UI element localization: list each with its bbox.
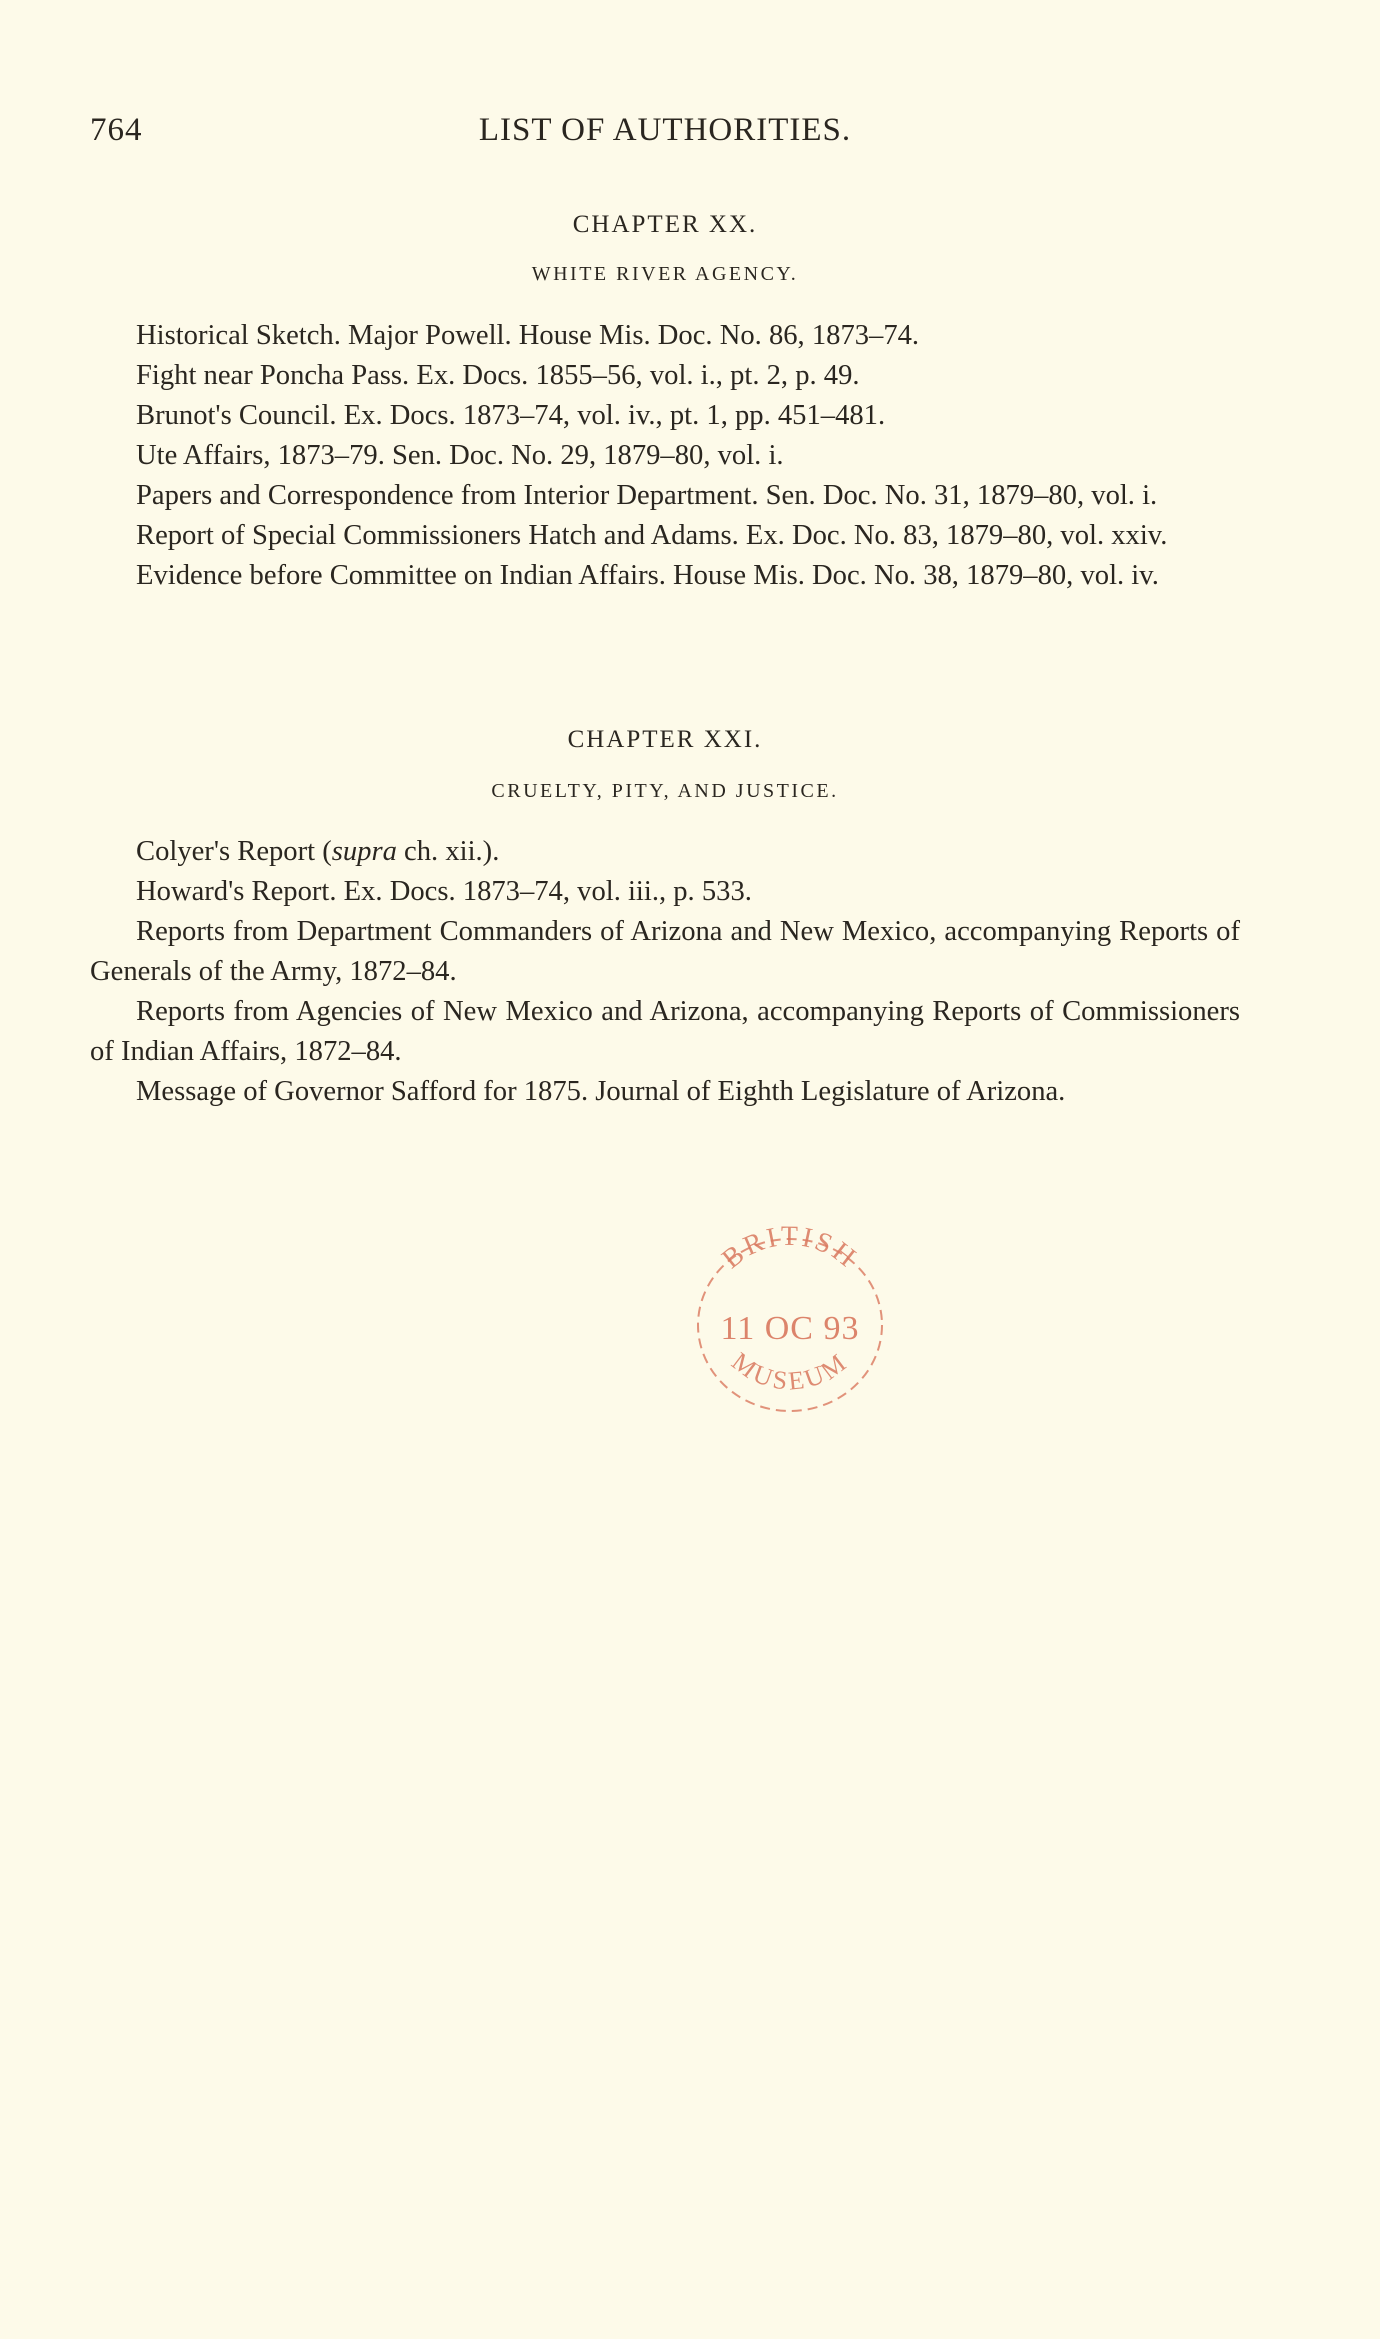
authority-entry: Historical Sketch. Major Powell. House Mis. Doc. No. 86, 1873–74.: [136, 320, 920, 351]
authority-entry: Howard's Report. Ex. Docs. 1873–74, vol. iii., p. 533.: [136, 876, 752, 907]
running-head: [90, 112, 1240, 156]
authority-list: [90, 832, 1240, 1112]
authority-entry: Message of Governor Safford for 1875. Journal of Eighth Legislature of Arizona.: [136, 1076, 1066, 1107]
chapter-heading: CHAPTER XX.: [572, 211, 758, 238]
authority-entry: Papers and Correspondence from Interior Department. Sen. Doc. No. 31, 1879–80, vol. i.: [136, 480, 1158, 511]
svg-text:BRITISH: [716, 1225, 863, 1275]
museum-stamp-graphic: [670, 1225, 910, 1425]
chapter-xx-section: [90, 205, 1240, 596]
authority-entry: Brunot's Council. Ex. Docs. 1873–74, vol. iv., pt. 1, pp. 451–481.: [136, 400, 886, 431]
running-title: LIST OF AUTHORITIES.: [478, 112, 852, 148]
svg-text:MUSEUM: [726, 1347, 853, 1396]
stamp-top-text: BRITISH: [716, 1225, 864, 1275]
page-number: 764: [90, 112, 143, 148]
stamp-bottom-text: MUSEUM: [726, 1346, 854, 1396]
entry-italic-text: supra: [331, 836, 397, 867]
authority-entry: Fight near Poncha Pass. Ex. Docs. 1855–56, vol. i., pt. 2, p. 49.: [136, 360, 860, 391]
museum-stamp: [670, 1225, 910, 1425]
authority-entry: [90, 832, 1240, 872]
authority-entry: Reports from Department Commanders of Arizona and New Mexico, accompanying Reports of Generals of the Army, 1872–84.: [90, 916, 1240, 987]
authority-entry: Ute Affairs, 1873–79. Sen. Doc. No. 29, 1879–80, vol. i.: [136, 440, 784, 471]
chapter-subheading: WHITE RIVER AGENCY.: [531, 263, 799, 285]
stamp-date: 11 OC 93: [720, 1310, 860, 1347]
authority-entry: Reports from Agencies of New Mexico and Arizona, accompanying Reports of Commissioners of Indian Affairs, 1872–84.: [90, 996, 1240, 1067]
entry-text: Colyer's Report (: [136, 836, 332, 867]
chapter-xxi-section: [90, 720, 1240, 1112]
authority-entry: Evidence before Committee on Indian Affairs. House Mis. Doc. No. 38, 1879–80, vol. iv.: [136, 560, 1159, 591]
authority-list: [90, 316, 1240, 596]
chapter-heading: CHAPTER XXI.: [567, 726, 763, 753]
chapter-subheading: CRUELTY, PITY, AND JUSTICE.: [491, 780, 839, 802]
entry-text: ch. xii.).: [396, 836, 500, 867]
authority-entry: Report of Special Commissioners Hatch and Adams. Ex. Doc. No. 83, 1879–80, vol. xxiv.: [136, 520, 1168, 551]
